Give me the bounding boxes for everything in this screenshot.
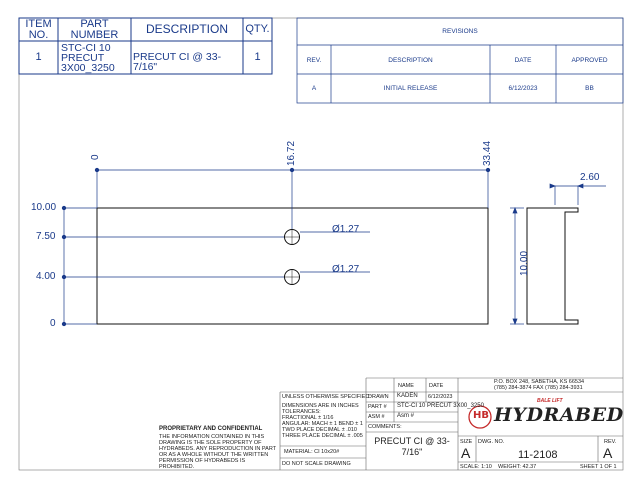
drawn-date: 6/12/2023 [428, 394, 453, 400]
dim-flange: 2.60 [580, 172, 600, 183]
scale-value: SCALE: 1:10 [460, 464, 492, 470]
revisions-cell-description: INITIAL RELEASE [383, 85, 438, 92]
dim-y-10: 10.00 [31, 202, 57, 213]
material-label: MATERIAL: CI 10x20# [284, 449, 340, 455]
dims-in-inches: DIMENSIONS ARE IN INCHES [282, 403, 359, 409]
proprietary-title: PROPRIETARY AND CONFIDENTIAL [159, 426, 263, 432]
dim-y-4: 4.00 [36, 271, 56, 282]
dim-x-33-44: 33.44 [482, 140, 493, 166]
tolerance-two-place: TWO PLACE DECIMAL ± .010 [282, 427, 357, 433]
tolerance-angular: ANGULAR: MACH ± 1 BEND ± 1 [282, 421, 363, 427]
dwg-no-label: DWG. NO. [478, 439, 505, 445]
company-phone: (785) 284-3874 FAX (785) 284-3931 [494, 385, 583, 391]
logo-mark-letters: HB [473, 410, 489, 421]
bom-header-qty: QTY. [245, 23, 270, 35]
drawing-title: PRECUT CI @ 33-7/16" [374, 436, 450, 457]
drawn-name: KADEN [397, 393, 418, 399]
tolerance-three-place: THREE PLACE DECIMAL ± .005 [282, 433, 363, 439]
dim-channel-height: 10.00 [519, 250, 530, 276]
dim-x-0: 0 [90, 154, 101, 160]
bom-cell-description: PRECUT CI @ 33-7/16" [133, 51, 222, 73]
unless-otherwise: UNLESS OTHERWISE SPECIFIED: [282, 394, 371, 400]
tolerance-fractional: FRACTIONAL ± 1/16 [282, 415, 334, 421]
bom-header-description: DESCRIPTION [145, 22, 228, 36]
bom-cell-item: 1 [35, 51, 42, 63]
part-value: STC-CI 10 PRECUT 3X00_3250 [397, 403, 484, 409]
revisions-cell-date: 6/12/2023 [508, 85, 538, 92]
comments-label: COMMENTS: [368, 424, 402, 430]
dim-hole-2: Ø1.27 [332, 264, 360, 275]
asm-value: Asm # [397, 413, 415, 419]
revisions-header-date: DATE [514, 57, 532, 64]
bom-header-part: PART NUMBER [70, 18, 119, 41]
rev-label: REV. [604, 439, 617, 445]
size-label: SIZE [460, 439, 473, 445]
drawn-label: DRAWN [368, 394, 389, 400]
proprietary-text: THE INFORMATION CONTAINED IN THIS DRAWING IS THE SOLE PROPERTY OF HYDRABEDS. ANY REPRODUCTION IN PART OR AS A WHOLE WITHOUT THE WRITTEN PERMISSION OF HYDRABEDS IS PROHIBITED. [159, 434, 276, 470]
revisions-cell-rev: A [311, 85, 317, 92]
name-header: NAME [398, 383, 414, 389]
dim-y-0: 0 [50, 318, 56, 329]
revisions-header-rev: REV. [306, 57, 322, 64]
weight-value: WEIGHT: 42.37 [498, 464, 537, 470]
revisions-cell-approved: BB [585, 85, 594, 92]
dwg-no-value: 11-2108 [518, 449, 558, 461]
size-value: A [461, 445, 471, 461]
logo-tagline: BALE LIFT [537, 398, 563, 404]
dim-y-7-5: 7.50 [36, 231, 56, 242]
company-address: P.O. BOX 248, SABETHA, KS 66534 [494, 379, 585, 385]
company-logo: HYDRABED [494, 404, 624, 426]
dim-hole-1: Ø1.27 [332, 224, 360, 235]
revisions-header-approved: APPROVED [571, 57, 608, 64]
bom-header-item: ITEM NO. [25, 18, 52, 41]
sheet-value: SHEET 1 OF 1 [580, 464, 617, 470]
plate-view [97, 208, 488, 324]
bom-cell-qty: 1 [254, 51, 261, 63]
asm-label: ASM # [368, 414, 385, 420]
bom-cell-part: STC-CI 10 PRECUT 3X00_3250 [61, 42, 115, 74]
ordinate-dims [62, 168, 490, 326]
revisions-header-description: DESCRIPTION [388, 57, 433, 64]
no-scale-note: DO NOT SCALE DRAWING [282, 461, 351, 467]
part-label: PART # [368, 404, 387, 410]
rev-value: A [603, 445, 613, 461]
channel-side-view [527, 208, 578, 324]
dim-x-16-72: 16.72 [286, 140, 297, 166]
date-header: DATE [429, 383, 444, 389]
revisions-title: REVISIONS [442, 28, 478, 35]
tolerances-label: TOLERANCES: [282, 409, 321, 415]
